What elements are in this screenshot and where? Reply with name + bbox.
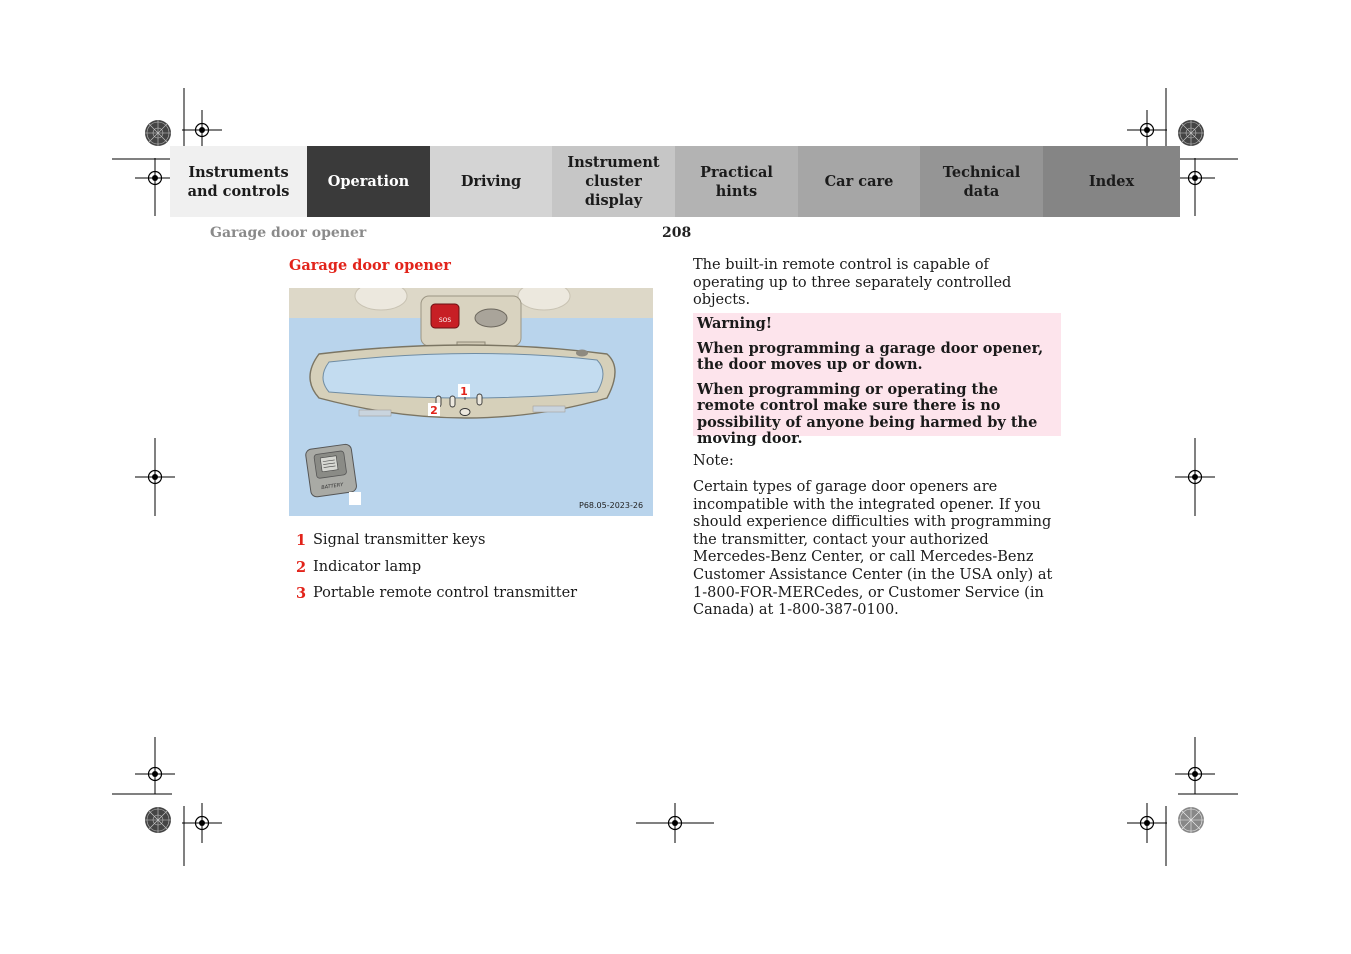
- callout-3-box: [349, 492, 361, 505]
- warning-text-1: When programming a garage door opener, the door moves up or down.: [697, 339, 1044, 373]
- speaker-grille: [475, 309, 507, 327]
- sos-label: SOS: [438, 317, 452, 324]
- running-head: Garage door opener: [210, 225, 367, 241]
- legend-number: 1: [296, 532, 307, 549]
- battery-label: BATTERY: [320, 482, 344, 492]
- legend-text: Signal transmitter keys: [313, 532, 486, 548]
- warning-title: Warning!: [697, 315, 773, 332]
- indicator-lamp: [460, 409, 470, 416]
- tab-operation[interactable]: Operation: [307, 146, 430, 217]
- tab-car-care[interactable]: Car care: [798, 146, 920, 217]
- page-number: 208: [662, 225, 692, 241]
- figure-legend: [296, 532, 666, 612]
- right-lens: [533, 406, 565, 412]
- sensor: [576, 350, 588, 357]
- legend-item: [296, 559, 666, 586]
- legend-number: 3: [296, 585, 307, 602]
- legend-item: [296, 585, 666, 612]
- legend-text: Portable remote control transmitter: [313, 585, 578, 601]
- legend-item: [296, 532, 666, 559]
- section-tabs: [170, 146, 1180, 217]
- callout-1: 1: [460, 385, 468, 398]
- transmitter-key-3: [477, 394, 482, 405]
- tab-practical-hints[interactable]: Practical hints: [675, 146, 798, 217]
- warning-text-2: When programming or operating the remote control make sure there is no possibility of anyone being harmed by the moving door.: [697, 380, 1038, 447]
- sos-button: [431, 304, 459, 328]
- transmitter-key-2: [450, 396, 455, 407]
- legend-text: Indicator lamp: [313, 558, 422, 575]
- legend-number: 2: [296, 558, 307, 576]
- mirror-illustration: [289, 288, 653, 516]
- intro-paragraph: The built-in remote control is capable of operating up to three separately controlled objects.: [693, 257, 1012, 309]
- tab-index[interactable]: Index: [1043, 146, 1180, 217]
- tab-technical-data[interactable]: Technical data: [920, 146, 1043, 217]
- tab-instruments-and-controls[interactable]: Instruments and controls: [170, 146, 307, 217]
- mirror-drawing: [289, 288, 653, 516]
- portable-remote: [305, 444, 357, 498]
- section-title: Garage door opener: [289, 257, 451, 274]
- callout-2: 2: [430, 404, 438, 417]
- note-paragraph: Certain types of garage door openers are incompatible with the integrated opener. If you should experience difficulties with programming the transmitter, contact your authorized Mercedes-Benz Center, or call Mercedes-Benz Customer Assistance Center (in the USA only) at 1-800-FOR-MERCedes, or Customer Service (in Canada) at 1-800-387-0100.: [693, 479, 1053, 619]
- warning-box: [693, 313, 1061, 447]
- tab-instrument-cluster-display[interactable]: Instrument cluster display: [552, 146, 675, 217]
- tab-driving[interactable]: Driving: [430, 146, 552, 217]
- note-label: Note:: [693, 453, 734, 469]
- left-lens: [359, 410, 391, 416]
- figure-code: P68.05-2023-26: [579, 501, 644, 510]
